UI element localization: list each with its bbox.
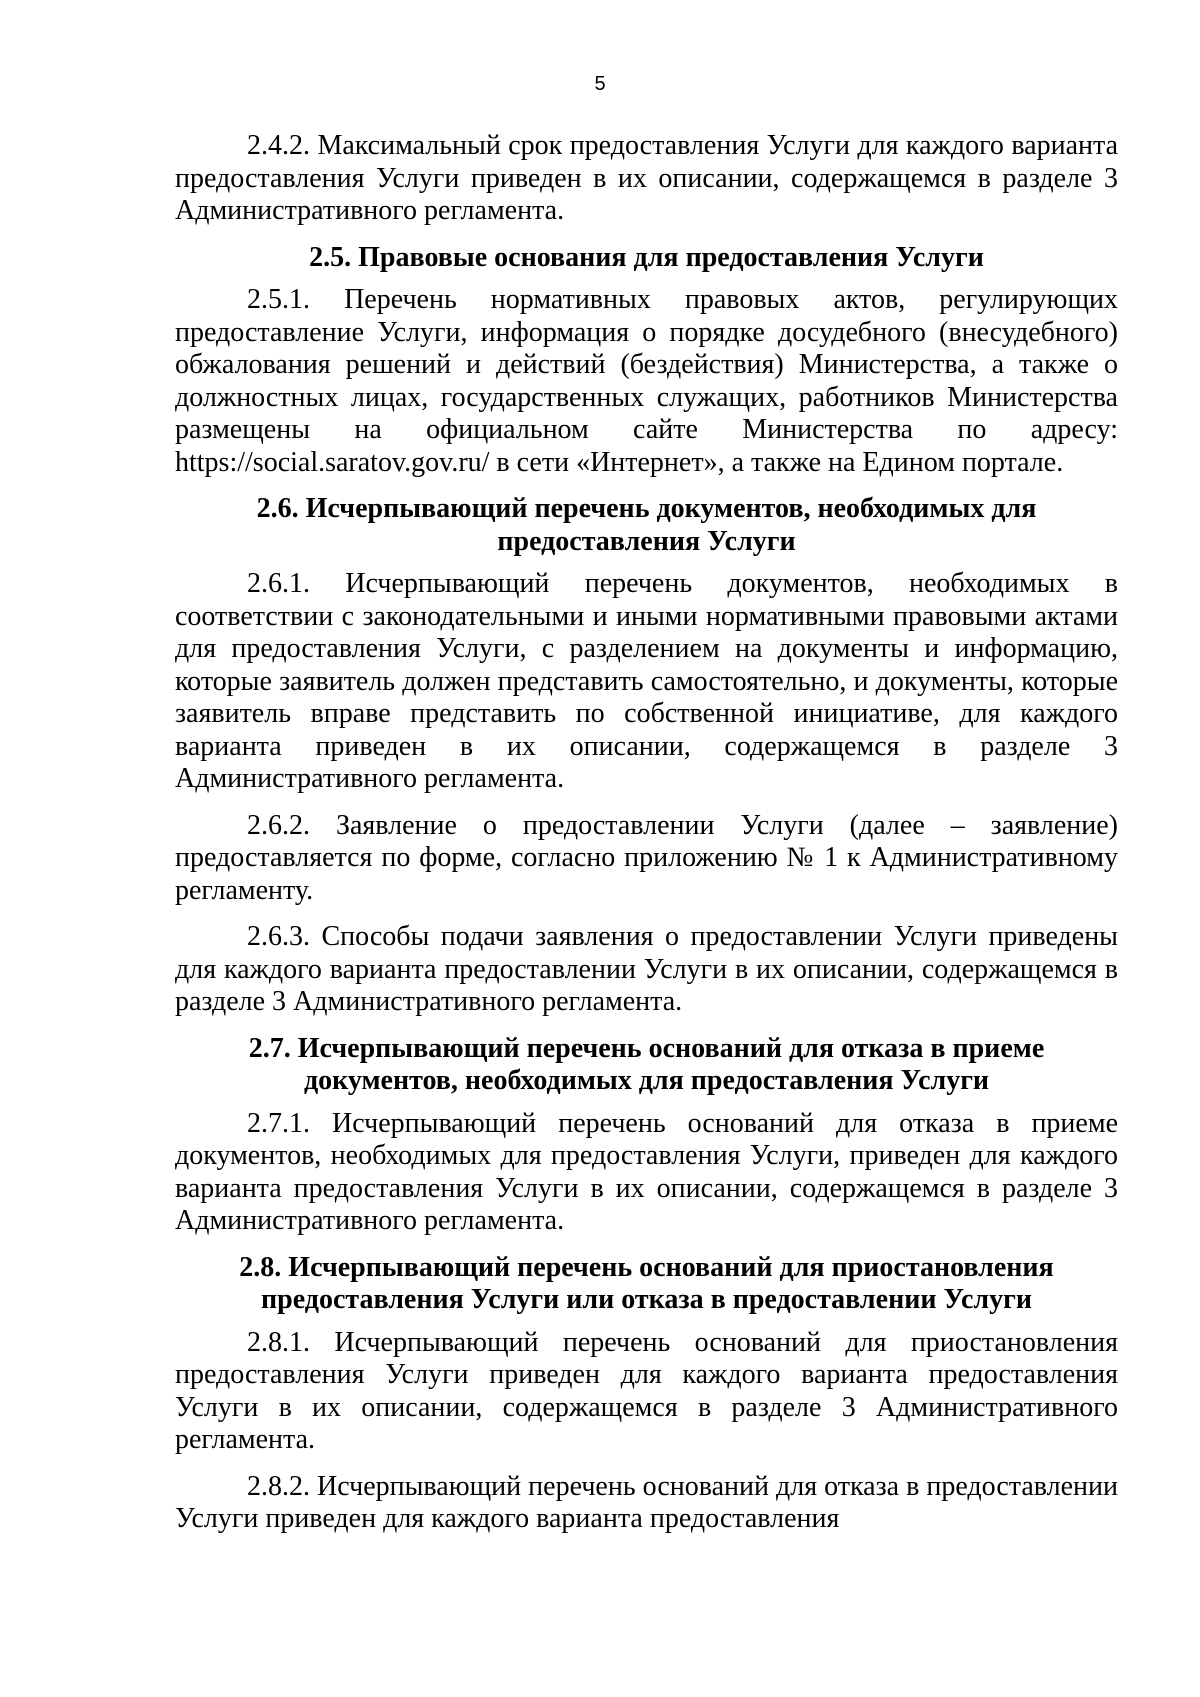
- paragraph-number: 2.6.2.: [247, 809, 310, 841]
- paragraph-number: 2.8.1.: [247, 1326, 310, 1358]
- paragraph-2-5-1: [175, 284, 1118, 479]
- section-heading-2-5: 2.5. Правовые основания для предоставления Услуги: [309, 241, 984, 273]
- page-number: 5: [594, 73, 606, 95]
- paragraph-text: Способы подачи заявления о предоставлении Услуги приведены для каждого варианта предоставлении Услуги в их описании, содержащемся в разделе 3 Административного регламента.: [175, 921, 1118, 1017]
- paragraph-text: Заявление о предоставлении Услуги (далее – заявление) предоставляется по форме, согласно приложению № 1 к Административному регламенту.: [175, 809, 1118, 906]
- document-body: [175, 130, 1118, 1550]
- paragraph-text: Исчерпывающий перечень документов, необходимых в соответствии с законодательными и иными нормативными правовыми актами для предоставления Услуги, с разделением на документы и информацию, которые заявитель должен представить самостоятельно, и документы, которые заявитель вправе представить по собственной инициативе, для каждого варианта приведен в их описании, содержащемся в разделе 3 Административного регламента.: [175, 568, 1119, 794]
- section-heading-2-6: 2.6. Исчерпывающий перечень документов, необходимых для предоставления Услуги: [256, 493, 1037, 557]
- paragraph-text: Исчерпывающий перечень оснований для приостановления предоставления Услуги приведен для каждого варианта предоставления Услуги в их описании, содержащемся в разделе 3 Административного регламента.: [175, 1326, 1119, 1455]
- section-heading-2-7: 2.7. Исчерпывающий перечень оснований для отказа в приеме документов, необходимых для предоставления Услуги: [248, 1032, 1045, 1096]
- paragraph-2-6-1: [175, 568, 1118, 796]
- paragraph-text: Максимальный срок предоставления Услуги для каждого варианта предоставления Услуги приведен в их описании, содержащемся в разделе 3 Административного регламента.: [175, 130, 1119, 226]
- paragraph-2-6-3: [175, 921, 1118, 1019]
- section-heading-2-8: 2.8. Исчерпывающий перечень оснований для приостановления предоставления Услуги или отказа в предоставлении Услуги: [239, 1251, 1054, 1315]
- paragraph-number: 2.6.1.: [247, 568, 310, 599]
- paragraph-number: 2.7.1.: [247, 1107, 310, 1139]
- paragraph-number: 2.8.2.: [247, 1470, 310, 1502]
- paragraph-2-7-1: [175, 1108, 1118, 1238]
- paragraph-2-4-2: [175, 130, 1118, 228]
- paragraph-text: Перечень нормативных правовых актов, регулирующих предоставление Услуги, информация о порядке досудебного (внесудебного) обжалования решений и действий (бездействия) Министерства, а также о должностных лицах, государственных служащих, работников Министерства размещены на официальном сайте Министерства по адресу: https://social.saratov.gov.ru/ в сети «Интернет», а также на Едином портале.: [175, 284, 1118, 478]
- paragraph-number: 2.6.3.: [247, 921, 310, 952]
- paragraph-2-8-2: [175, 1471, 1118, 1536]
- paragraph-text: Исчерпывающий перечень оснований для отказа в предоставлении Услуги приведен для каждого варианта предоставления: [175, 1470, 1118, 1534]
- paragraph-text: Исчерпывающий перечень оснований для отказа в приеме документов, необходимых для предоставления Услуги, приведен для каждого варианта предоставления Услуги в их описании, содержащемся в разделе 3 Административного регламента.: [175, 1107, 1118, 1236]
- paragraph-number: 2.5.1.: [247, 284, 310, 315]
- paragraph-2-8-1: [175, 1327, 1118, 1457]
- paragraph-number: 2.4.2.: [247, 130, 310, 161]
- paragraph-2-6-2: [175, 810, 1118, 908]
